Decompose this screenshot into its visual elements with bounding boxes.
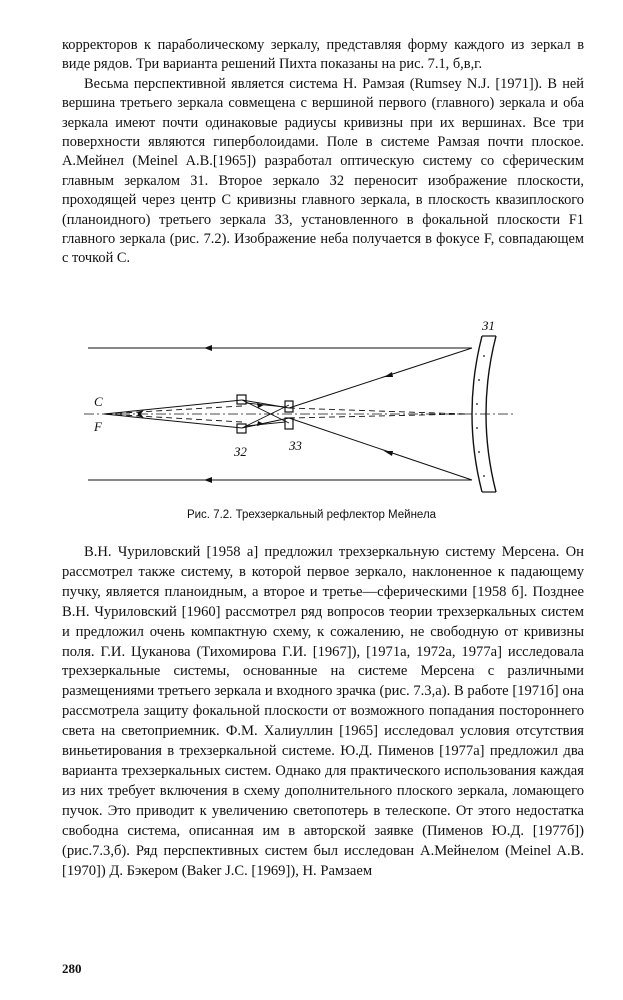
mirror-z2: [237, 395, 246, 404]
label-z1: З1: [482, 318, 495, 333]
meinel-reflector-figure: [84, 318, 520, 498]
optical-diagram: [84, 318, 520, 498]
label-z3: З3: [289, 438, 302, 453]
paragraph-1: корректоров к параболическому зеркалу, представляя форму каждого из зеркал в виде рядов. Три варианта решений Пихта показаны на рис. 7.1, б,в,г.: [62, 37, 584, 73]
bottom-text-block: [62, 543, 584, 881]
figure-caption: Рис. 7.2. Трехзеркальный рефлектор Мейнела: [186, 509, 437, 521]
paragraph-3: В.Н. Чуриловский [1958 а] предложил трехзеркальную систему Мерсена. Он рассмотрел также систему, в которой первое зеркало, наклоненное к падающему пучку, является планоидным, а второе и третье—сферическими [1958 б]. Позднее В.Н. Чуриловский [1960] рассмотрел ряд вопросов теории трехзеркальных систем и предложил очень компактную схему, к сожалению, не свободную от кривизны поля. Г.И. Цуканова (Тихомирова Г.И. [1967]), [1971а, 1972а, 1977а] исследовала трехзеркальные системы, основанные на системе Мерсена с различными размещениями третьего зеркала и входного зрачка (рис. 7.3,а). В работе [1971б] она рассмотрела защиту фокальной плоскости от возможного попадания постороннего света на светоприемник. Ф.М. Халиуллин [1965] исследовал условия отсутствия виньетирования в трехзеркальной системе. Ю.Д. Пименов [1977а] предложил два варианта трехзеркальных систем. Однако для практического использования каждая из них требует включения в схему дополнительного плоского зеркала, ломающего пучок. Это приводит к увеличению светопотерь в телескопе. От этого недостатка свободна система, описанная им в авторской заявке (Пименов Ю.Д. [1977б]) (рис.7.3,б). Ряд перспективных систем был исследован А.Мейнелом (Meinel A.B. [1970]) Д. Бэкером (Baker J.C. [1969]), Н. Рамзаем: [62, 544, 584, 879]
label-z2: З2: [234, 444, 247, 459]
page-number: 280: [62, 961, 82, 976]
top-text-block: [62, 36, 584, 269]
paragraph-2: Весьма перспективной является система Н. Рамзая (Rumsey N.J. [1971]). В ней вершина третьего зеркала совмещена с вершиной первого (главного) зеркала и оба зеркала имеют почти одинаковые радиусы кривизны при их вершинах. Все три поверхности являются гиперболоидами. Поле в системе Рамзая почти плоское. А.Мейнел (Meinel A.B.[1965]) разработал оптическую систему со сферическим главным зеркалом З1. Второе зеркало З2 переносит изображение плоскости, проходящей через центр C кривизны главного зеркала, в плоскость квазиплоского (планоидного) третьего зеркала З3, установленного в фокальной плоскости F1 главного зеркала (рис. 7.2). Изображение неба получается в фокусе F, совпадающем с точкой C.: [62, 75, 584, 267]
label-c: C: [94, 394, 103, 409]
label-f: F: [94, 419, 102, 434]
